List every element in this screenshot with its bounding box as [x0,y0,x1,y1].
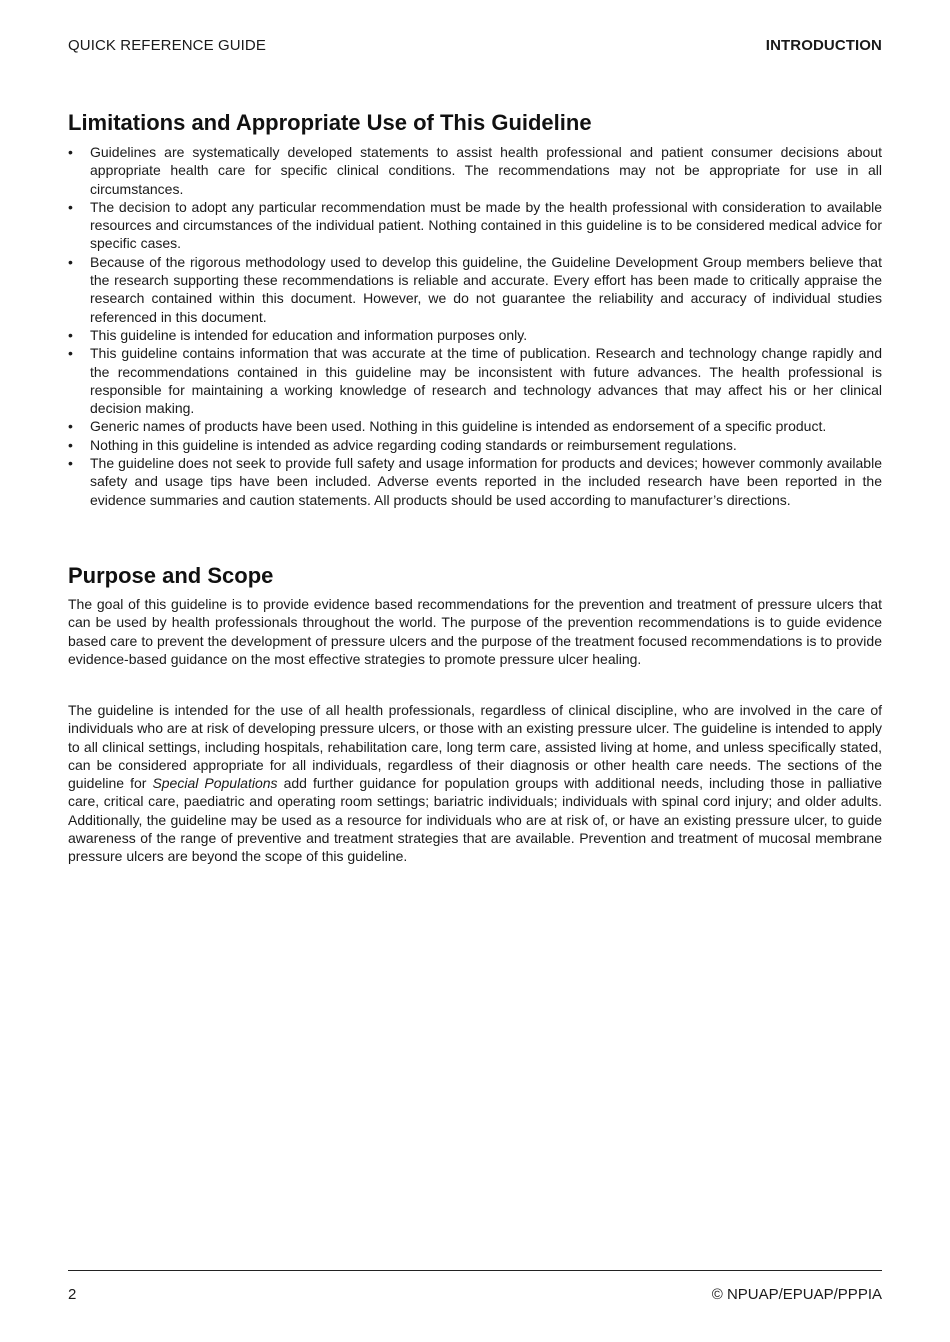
bullet-icon: • [68,436,73,453]
page-number: 2 [68,1286,77,1303]
bullet-icon: • [68,326,73,343]
list-item: • Nothing in this guideline is intended as advice regarding coding standards or reimbursement regulations. [68,436,737,453]
list-item: • This guideline contains information that was accurate at the time of publication. Research and technology change rapidly and the recommendations contained in this guideline may be inconsistent with future advances. The health professional is responsible for maintaining a working knowledge of research and technology advances that may affect his or her clinical decision making. [68,345,882,417]
header-guide-title: QUICK REFERENCE GUIDE [68,37,266,54]
purpose-paragraph-1: The goal of this guideline is to provide evidence based recommendations for the prevention and treatment of pressure ulcers that can be used by health professionals throughout the world. The purpose of the prevention recommendations is to guide evidence based care to prevent the development of pressure ulcers and the purpose of the treatment focused recommendations is to provide evidence-based guidance on the most effective strategies to promote pressure ulcer healing. [68,596,882,667]
bullet-icon: • [68,455,73,472]
bullet-icon: • [68,198,73,215]
bullet-icon: • [68,253,73,270]
bullet-icon: • [68,144,73,160]
list-item: • This guideline is intended for education and information purposes only. [68,326,528,343]
bullet-icon: • [68,418,73,435]
copyright-notice: © NPUAP/EPUAP/PPPIA [711,1286,882,1303]
purpose-paragraph-2: The guideline is intended for the use of all health professionals, regardless of clinical discipline, who are involved in the care of individuals who are at risk of developing pressure ulcers, or those with an existing pressure ulcer. The guideline is intended to apply to all clinical settings, including hospitals, rehabilitation care, long term care, assisted living at home, and unless specifically stated, can be considered appropriate for all individuals, regardless of their diagnosis or other health care needs. The sections of the guideline for Special Populations add further guidance for population groups with additional needs, including those in palliative care, critical care, paediatric and operating room settings; bariatric individuals; individuals with spinal cord injury; and older adults. Additionally, the guideline may be used as a resource for individuals who are at risk of, or have an existing pressure ulcer, to guide awareness of the range of preventive and treatment strategies that are available. Prevention and treatment of mucosal membrane pressure ulcers are beyond the scope of this guideline. [68,702,882,865]
section-title-limitations: Limitations and Appropriate Use of This Guideline [68,110,592,135]
section-title-purpose-scope: Purpose and Scope [68,563,274,588]
running-header [68,37,882,54]
list-item: • Because of the rigorous methodology used to develop this guideline, the Guideline Development Group members believe that the research supporting these recommendations is reliable and accurate. Every effort has been made to critically appraise the research contained within this document. However, we do not guarantee the reliability and accuracy of individual studies referenced in this document. [68,253,882,325]
limitations-bullet-list [68,143,882,509]
special-populations-italic: Special Populations [152,775,278,792]
page-footer [68,1286,882,1303]
list-item: • Guidelines are systematically developed statements to assist health professional and patient consumer decisions about appropriate health care for specific clinical conditions. The recommendations may not be appropriate for use in all circumstances. [68,144,882,197]
footer-divider [68,1270,882,1271]
bullet-icon: • [68,345,73,362]
list-item: • The guideline does not seek to provide full safety and usage information for products and devices; however commonly available safety and usage tips have been included. Adverse events reported in the included research have been reported in the evidence summaries and caution statements. All products should be used according to manufacturer’s directions. [68,455,882,508]
header-section-name: INTRODUCTION [765,37,882,54]
list-item: • The decision to adopt any particular recommendation must be made by the health professional with consideration to available resources and circumstances of the individual patient. Nothing contained in this guideline is to be considered medical advice for specific cases. [68,198,882,252]
list-item: • Generic names of products have been used. Nothing in this guideline is intended as endorsement of a specific product. [68,418,827,435]
